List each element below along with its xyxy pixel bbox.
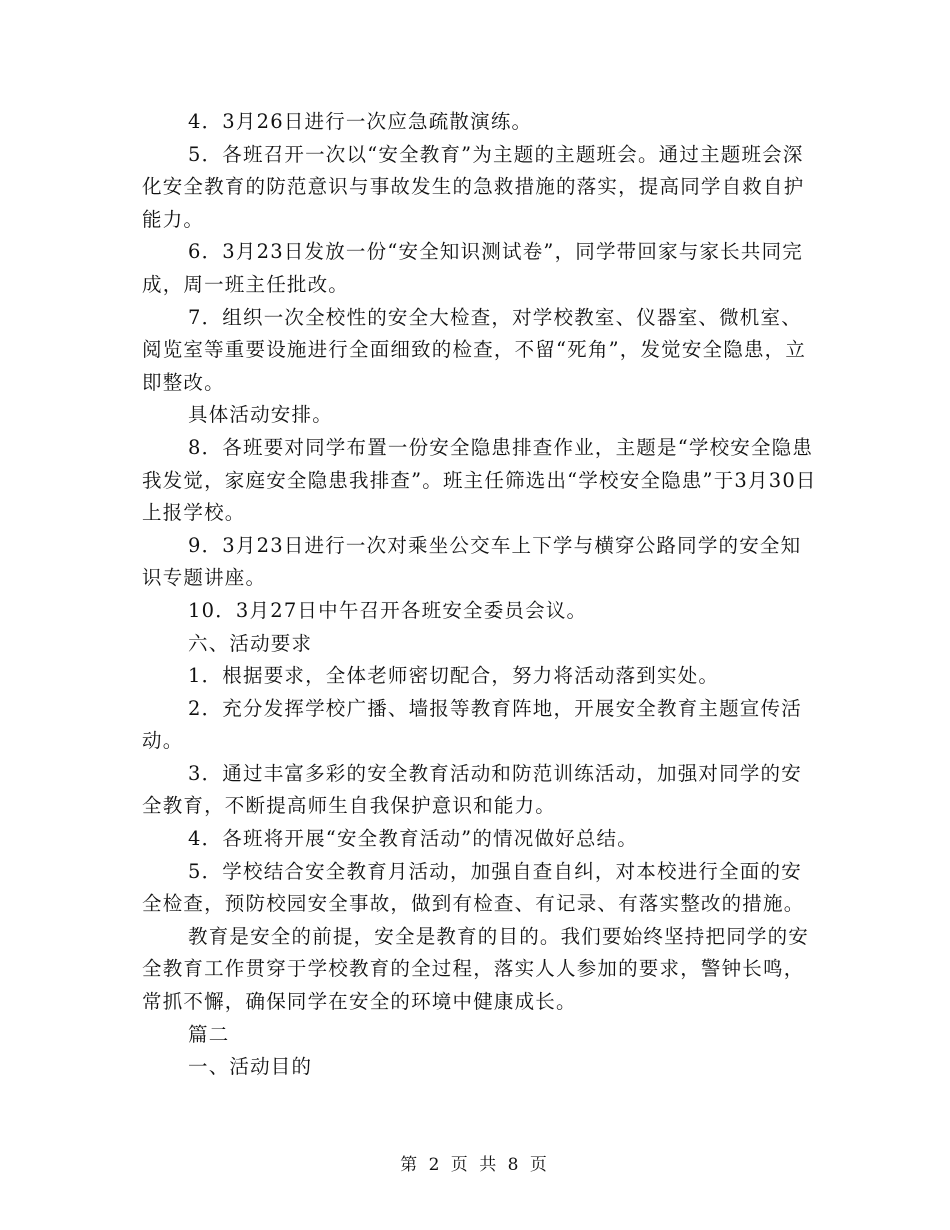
section-heading: 一、活动目的 xyxy=(188,1055,313,1079)
paragraph: 3．通过丰富多彩的安全教育活动和防范训练活动，加强对同学的安全教育，不断提高师生自我保护意识和能力。 xyxy=(142,761,802,818)
document-body xyxy=(142,106,822,1084)
paragraph: 5．各班召开一次以“安全教育”为主题的主题班会。通过主题班会深化安全教育的防范意识与事故发生的急救措施的落实，提高同学自救自护能力。 xyxy=(142,142,805,231)
paragraph: 1．根据要求，全体老师密切配合，努力将活动落到实处。 xyxy=(188,664,720,688)
paragraph: 教育是安全的前提，安全是教育的目的。我们要始终坚持把同学的安全教育工作贯穿于学校教育的全过程，落实人人参加的要求，警钟长鸣，常抓不懈，确保同学在安全的环境中健康成长。 xyxy=(142,924,810,1014)
paragraph: 7．组织一次全校性的安全大检查，对学校教室、仪器室、微机室、阅览室等重要设施进行全面细致的检查，不留“死角”，发觉安全隐患，立即整改。 xyxy=(142,305,807,394)
paragraph: 5．学校结合安全教育月活动，加强自查自纠，对本校进行全面的安全检查，预防校园安全事故，做到有检查、有记录、有落实整改的措施。 xyxy=(142,859,805,916)
paragraph: 具体活动安排。 xyxy=(188,403,333,427)
paragraph: 10．3月27日中午召开各班安全委员会议。 xyxy=(188,598,588,622)
paragraph: 4．各班将开展“安全教育活动”的情况做好总结。 xyxy=(188,827,638,851)
paragraph: 8．各班要对同学布置一份安全隐患排查作业，主题是“学校安全隐患我发觉，家庭安全隐患我排查”。班主任筛选出“学校安全隐患”于3月30日上报学校。 xyxy=(142,435,817,525)
page-footer: 第 2 页 共 8 页 xyxy=(400,1155,550,1175)
paragraph: 6．3月23日发放一份“安全知识测试卷”，同学带回家与家长共同完成，周一班主任批改。 xyxy=(142,240,803,296)
paragraph: 9．3月23日进行一次对乘坐公交车上下学与横穿公路同学的安全知识专题讲座。 xyxy=(142,533,802,590)
section-heading: 篇二 xyxy=(188,1022,230,1046)
paragraph: 2．充分发挥学校广播、墙报等教育阵地，开展安全教育主题宣传活动。 xyxy=(142,696,802,753)
section-heading: 六、活动要求 xyxy=(188,631,313,655)
paragraph: 4．3月26日进行一次应急疏散演练。 xyxy=(188,110,533,133)
